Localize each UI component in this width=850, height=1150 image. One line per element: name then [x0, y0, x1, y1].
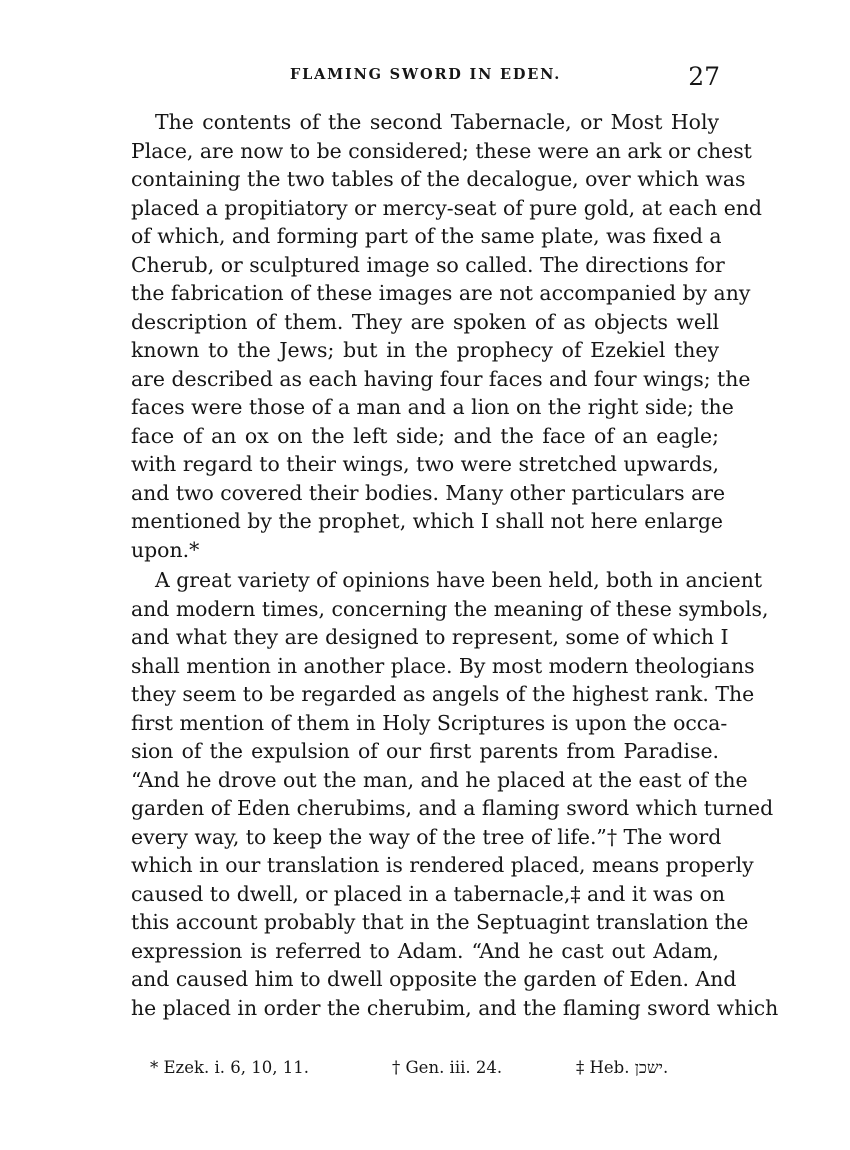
text-line: are described as each having four faces and four wings; the: [131, 366, 751, 391]
text-line: this account probably that in the Septuagint translation the: [131, 910, 749, 934]
text-line: known to the Jews; but in the prophecy of Ezekiel they: [131, 338, 719, 362]
text-line: expression is referred to Adam. “And he cast out Adam,: [131, 938, 719, 963]
text-line: mentioned by the prophet, which I shall not here enlarge: [131, 509, 723, 533]
text-line: upon.*: [131, 537, 200, 562]
text-line: description of them. They are spoken of as objects well: [131, 309, 719, 334]
text-line: which in our translation is rendered placed, means properly: [131, 853, 754, 877]
text-line: garden of Eden cherubims, and a flaming sword which turned: [131, 796, 774, 820]
text-line: and caused him to dwell opposite the garden of Eden. And: [131, 967, 737, 991]
footnote: ‡ Heb. ישכן.: [576, 1058, 669, 1077]
text-line: with regard to their wings, two were stretched upwards,: [131, 452, 719, 476]
text-line: they seem to be regarded as angels of the highest rank. The: [131, 682, 755, 706]
footnote: † Gen. iii. 24.: [392, 1058, 503, 1077]
text-line: “And he drove out the man, and he placed at the east of the: [131, 767, 748, 792]
text-line: every way, to keep the way of the tree of life.”† The word: [131, 824, 722, 849]
text-line: caused to dwell, or placed in a tabernacle,‡ and it was on: [131, 881, 725, 906]
text-line: and two covered their bodies. Many other particulars are: [131, 480, 726, 505]
running-head: [130, 62, 720, 92]
text-line: and modern times, concerning the meaning of these symbols,: [131, 596, 769, 621]
footnote: * Ezek. i. 6, 10, 11.: [150, 1058, 309, 1077]
text-line: Cherub, or sculptured image so called. The directions for: [131, 252, 725, 277]
text-line: sion of the expulsion of our first parents from Paradise.: [131, 739, 719, 763]
text-line: of which, and forming part of the same plate, was fixed a: [131, 224, 722, 248]
text-line: A great variety of opinions have been held, both in ancient: [155, 568, 763, 592]
text-line: shall mention in another place. By most modern theologians: [131, 653, 755, 678]
running-head-title: FLAMING SWORD IN EDEN.: [290, 66, 562, 83]
text-line: first mention of them in Holy Scriptures is upon the occa-: [131, 710, 728, 735]
text-line: he placed in order the cherubim, and the flaming sword which: [131, 995, 779, 1020]
text-line: The contents of the second Tabernacle, or Most Holy: [155, 110, 719, 134]
text-line: Place, are now to be considered; these were an ark or chest: [131, 138, 752, 163]
text-line: placed a propitiatory or mercy-seat of pure gold, at each end: [131, 195, 762, 220]
text-line: face of an ox on the left side; and the face of an eagle;: [131, 423, 719, 448]
text-line: and what they are designed to represent, some of which I: [131, 625, 729, 649]
text-line: the fabrication of these images are not accompanied by any: [131, 281, 751, 305]
text-line: faces were those of a man and a lion on the right side; the: [131, 395, 734, 419]
footnotes: [150, 1058, 720, 1082]
page-number: 27: [688, 62, 720, 91]
text-line: containing the two tables of the decalogue, over which was: [131, 167, 746, 191]
